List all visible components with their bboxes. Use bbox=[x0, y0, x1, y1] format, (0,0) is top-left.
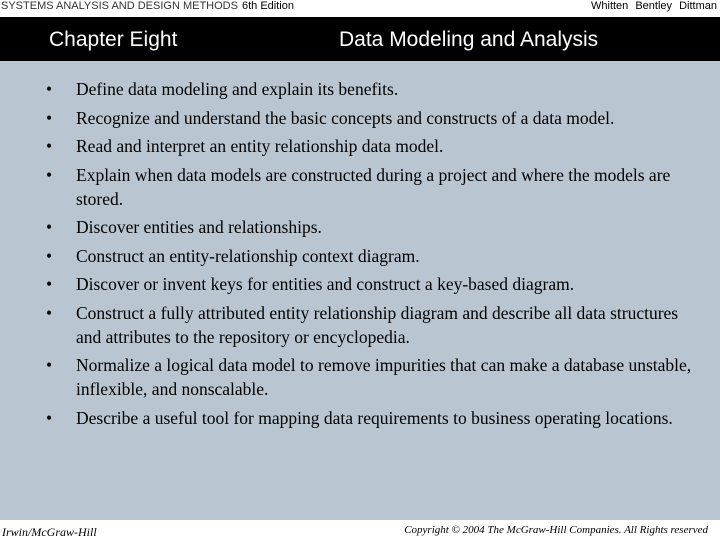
content-area bbox=[0, 61, 720, 520]
chapter-label: Chapter Eight bbox=[49, 28, 178, 51]
bullet-item bbox=[0, 244, 720, 268]
bullet-icon: • bbox=[46, 79, 53, 99]
bullet-text: Explain when data models are constructed during a project and where the models are stored. bbox=[76, 164, 671, 209]
footer bbox=[0, 520, 720, 540]
bullet-icon: • bbox=[46, 274, 53, 294]
bullet-text: Discover entities and relationships. bbox=[76, 217, 322, 237]
slide-title: Data Modeling and Analysis bbox=[339, 28, 599, 51]
bullet-item bbox=[0, 272, 720, 296]
bullet-icon: • bbox=[46, 245, 53, 266]
bullet-text: Discover or invent keys for entities and construct a key-based diagram. bbox=[76, 274, 575, 294]
copyright-notice: Copyright © 2004 The McGraw-Hill Companies. All Rights reserved bbox=[404, 524, 708, 536]
bullet-item bbox=[0, 353, 720, 401]
bullet-text: Construct a fully attributed entity relationship diagram and describe all data structures and attributes to the repository or encyclopedia. bbox=[76, 302, 679, 347]
bullet-item bbox=[0, 215, 720, 239]
bullet-icon: • bbox=[46, 302, 53, 323]
book-title-text: SYSTEMS ANALYSIS AND DESIGN METHODS bbox=[1, 0, 238, 12]
bullet-text: Recognize and understand the basic concepts and constructs of a data model. bbox=[76, 107, 615, 128]
bullet-item bbox=[0, 134, 720, 158]
title-bar bbox=[0, 17, 720, 61]
bullet-text: Describe a useful tool for mapping data requirements to business operating locations. bbox=[76, 407, 673, 428]
bullet-text: Construct an entity-relationship context diagram. bbox=[76, 245, 420, 266]
bullet-item bbox=[0, 77, 720, 101]
top-header bbox=[0, 0, 720, 14]
bullet-item bbox=[0, 406, 720, 430]
bullet-text: Read and interpret an entity relationship data model. bbox=[76, 136, 444, 156]
authors-text: Whitten Bentley Dittman bbox=[591, 0, 717, 12]
bullet-icon: • bbox=[46, 407, 53, 428]
edition-text: 6th Edition bbox=[241, 0, 294, 12]
objectives-list bbox=[0, 77, 720, 434]
publisher-label: Irwin/McGraw-Hill bbox=[2, 525, 97, 539]
book-title bbox=[1, 0, 294, 12]
bullet-text: Normalize a logical data model to remove impurities that can make a database unstable, inflexible, and nonscalable. bbox=[76, 355, 692, 399]
bullet-item bbox=[0, 163, 720, 211]
bullet-icon: • bbox=[46, 107, 53, 128]
bullet-text: Define data modeling and explain its benefits. bbox=[76, 79, 399, 99]
bullet-icon: • bbox=[46, 164, 53, 185]
bullet-item bbox=[0, 106, 720, 130]
bullet-icon: • bbox=[46, 217, 53, 237]
bullet-icon: • bbox=[46, 355, 53, 375]
bullet-item bbox=[0, 301, 720, 349]
bullet-icon: • bbox=[46, 136, 53, 156]
